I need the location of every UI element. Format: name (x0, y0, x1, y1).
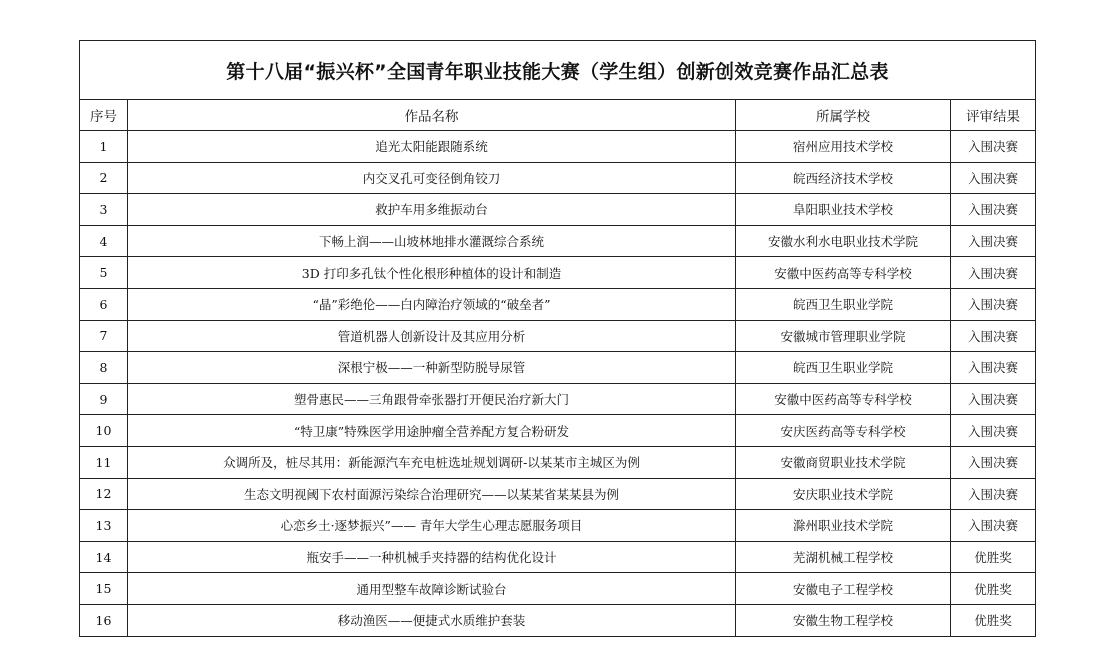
table-row (80, 604, 1036, 636)
cell-result: 入围决赛 (951, 446, 1036, 478)
cell-result: 优胜奖 (951, 541, 1036, 573)
cell-school: 皖西经济技术学校 (736, 162, 951, 194)
cell-no: 1 (80, 131, 128, 163)
cell-result: 入围决赛 (951, 131, 1036, 163)
table-row (80, 131, 1036, 163)
cell-name: 通用型整车故障诊断试验台 (128, 573, 736, 605)
table-row (80, 288, 1036, 320)
cell-school: 安庆医药高等专科学校 (736, 415, 951, 447)
cell-school: 安徽中医药高等专科学校 (736, 383, 951, 415)
cell-result: 入围决赛 (951, 510, 1036, 542)
cell-school: 安徽城市管理职业学院 (736, 320, 951, 352)
cell-result: 入围决赛 (951, 383, 1036, 415)
table-row (80, 162, 1036, 194)
table-row (80, 194, 1036, 226)
cell-school: 皖西卫生职业学院 (736, 352, 951, 384)
table-row (80, 383, 1036, 415)
cell-school: 阜阳职业技术学校 (736, 194, 951, 226)
cell-no: 5 (80, 257, 128, 289)
cell-no: 7 (80, 320, 128, 352)
column-header-no: 序号 (80, 100, 128, 131)
cell-result: 入围决赛 (951, 352, 1036, 384)
cell-result: 入围决赛 (951, 288, 1036, 320)
cell-name: 下畅上润——山坡林地排水灌溉综合系统 (128, 225, 736, 257)
table-row (80, 225, 1036, 257)
cell-name: 心恋乡土·逐梦振兴”—— 青年大学生心理志愿服务项目 (128, 510, 736, 542)
table-row (80, 541, 1036, 573)
cell-name: “特卫康”特殊医学用途肿瘤全营养配方复合粉研发 (128, 415, 736, 447)
cell-result: 入围决赛 (951, 162, 1036, 194)
cell-no: 8 (80, 352, 128, 384)
cell-name: 塑骨惠民——三角跟骨牵张器打开便民治疗新大门 (128, 383, 736, 415)
table-row (80, 446, 1036, 478)
cell-school: 安徽中医药高等专科学校 (736, 257, 951, 289)
cell-school: 安徽商贸职业技术学院 (736, 446, 951, 478)
table-row (80, 478, 1036, 510)
cell-no: 9 (80, 383, 128, 415)
table-row (80, 257, 1036, 289)
cell-name: 众调所及，桩尽其用：新能源汽车充电桩选址规划调研-以某某市主城区为例 (128, 446, 736, 478)
table-row (80, 352, 1036, 384)
cell-name: “晶”彩绝伦——白内障治疗领域的“破垒者” (128, 288, 736, 320)
cell-no: 6 (80, 288, 128, 320)
cell-school: 安徽水利水电职业技术学院 (736, 225, 951, 257)
cell-name: 瓶安手——一种机械手夹持器的结构优化设计 (128, 541, 736, 573)
cell-name: 生态文明视阈下农村面源污染综合治理研究——以某某省某某县为例 (128, 478, 736, 510)
summary-table (79, 40, 1036, 637)
cell-no: 11 (80, 446, 128, 478)
table-row (80, 320, 1036, 352)
column-header-name: 作品名称 (128, 100, 736, 131)
cell-result: 入围决赛 (951, 194, 1036, 226)
cell-school: 安徽生物工程学校 (736, 604, 951, 636)
cell-school: 皖西卫生职业学院 (736, 288, 951, 320)
cell-name: 3D 打印多孔钛个性化根形种植体的设计和制造 (128, 257, 736, 289)
cell-no: 16 (80, 604, 128, 636)
cell-result: 入围决赛 (951, 415, 1036, 447)
table-row (80, 415, 1036, 447)
cell-result: 优胜奖 (951, 604, 1036, 636)
cell-no: 3 (80, 194, 128, 226)
cell-name: 移动渔医——便捷式水质维护套装 (128, 604, 736, 636)
cell-no: 13 (80, 510, 128, 542)
column-header-school: 所属学校 (736, 100, 951, 131)
cell-no: 14 (80, 541, 128, 573)
cell-name: 内交叉孔可变径倒角铰刀 (128, 162, 736, 194)
cell-result: 入围决赛 (951, 257, 1036, 289)
table-row (80, 573, 1036, 605)
cell-result: 优胜奖 (951, 573, 1036, 605)
column-header-result: 评审结果 (951, 100, 1036, 131)
document-title: 第十八届“振兴杯”全国青年职业技能大赛（学生组）创新创效竞赛作品汇总表 (80, 41, 1036, 100)
column-header-row (80, 100, 1036, 131)
title-row (80, 41, 1036, 100)
cell-name: 深根宁极——一种新型防脱导尿管 (128, 352, 736, 384)
cell-school: 宿州应用技术学校 (736, 131, 951, 163)
cell-no: 2 (80, 162, 128, 194)
cell-no: 10 (80, 415, 128, 447)
cell-no: 12 (80, 478, 128, 510)
cell-school: 滁州职业技术学院 (736, 510, 951, 542)
cell-name: 追光太阳能跟随系统 (128, 131, 736, 163)
cell-result: 入围决赛 (951, 320, 1036, 352)
cell-result: 入围决赛 (951, 225, 1036, 257)
table-row (80, 510, 1036, 542)
cell-school: 安庆职业技术学院 (736, 478, 951, 510)
cell-school: 芜湖机械工程学校 (736, 541, 951, 573)
cell-result: 入围决赛 (951, 478, 1036, 510)
table-body (80, 131, 1036, 637)
cell-school: 安徽电子工程学校 (736, 573, 951, 605)
cell-name: 救护车用多维振动台 (128, 194, 736, 226)
cell-no: 15 (80, 573, 128, 605)
cell-no: 4 (80, 225, 128, 257)
cell-name: 管道机器人创新设计及其应用分析 (128, 320, 736, 352)
